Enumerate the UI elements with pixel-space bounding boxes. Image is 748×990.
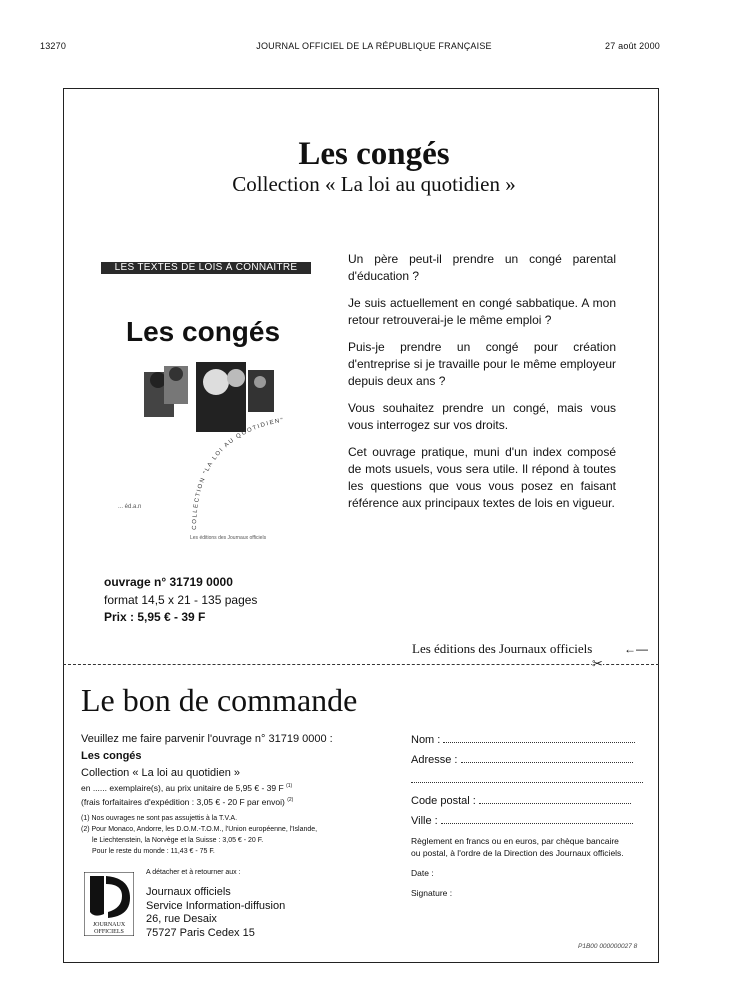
address-line: 75727 Paris Cedex 15 [146, 927, 255, 939]
field-adresse-2[interactable] [411, 773, 643, 786]
detach-instruction: A détacher et à retourner aux : [146, 869, 241, 876]
address-line: 26, rue Desaix [146, 913, 217, 925]
field-adresse[interactable]: Adresse : [411, 753, 633, 766]
question: Puis-je prendre un congé pour création d'entreprise si je travaille pour le même employeur depuis deux ans ? [348, 340, 616, 388]
field-nom[interactable]: Nom : [411, 733, 635, 746]
field-signature[interactable]: Signature : [411, 888, 453, 898]
questions-text [348, 251, 616, 522]
reference-code: P1B00 000000027 8 [578, 943, 638, 950]
svg-text:OFFICIELS: OFFICIELS [94, 929, 124, 935]
payment-note: Règlement en francs ou en euros, par chèque bancaire [411, 836, 619, 846]
field-date[interactable]: Date : [411, 868, 434, 878]
field-code-postal[interactable]: Code postal : [411, 794, 631, 807]
svg-text:JOURNAUX: JOURNAUX [92, 922, 126, 928]
order-title: Le bon de commande [81, 682, 358, 718]
publisher-line: Les éditions des Journaux officiels [412, 641, 593, 656]
ad-collection: Collection « La loi au quotidien » [232, 172, 516, 196]
order-shipping-line: (frais forfaitaires d'expédition : 3,05 € - 20 F par envoi) $^{(2)}$ [81, 797, 294, 807]
footnote-2: (2) Pour Monaco, Andorre, les D.O.M.-T.O.M., l'Union européenne, l'Islande, [81, 826, 318, 833]
question: Cet ouvrage pratique, muni d'un index composé de mots usuels, vous sera utile. Il répond à toutes les questions que vous vous posez en faisant référence aux principaux textes de lois en vigueur. [348, 445, 616, 510]
book-format: format 14,5 x 21 - 135 pages [104, 593, 258, 607]
footnote-2c: Pour le reste du monde : 11,43 € - 75 F. [92, 848, 215, 855]
cover-small-text: ... éd.a.n [118, 504, 142, 510]
ad-title: Les congés [298, 136, 450, 172]
cover-banner: LES TEXTES DE LOIS À CONNAÎTRE [101, 262, 311, 274]
order-quantity-line: en ...... exemplaire(s), au prix unitaire de 5,95 € - 39 F $^{(1)}$ [81, 783, 293, 793]
cover-title: Les congés [126, 316, 281, 347]
footnote-2b: le Liechtenstein, la Norvège et la Suisse : 3,05 € - 20 F. [92, 837, 264, 844]
footnote-1: (1) Nos ouvrages ne sont pas assujettis à la T.V.A. [81, 815, 238, 822]
order-book-title: Les congés [81, 750, 142, 762]
scissors-icon: ✂ [592, 656, 603, 671]
address-line: Service Information-diffusion [146, 900, 286, 912]
order-collection: Collection « La loi au quotidien » [81, 767, 241, 779]
address-line: Journaux officiels [146, 886, 231, 898]
field-ville[interactable]: Ville : [411, 814, 633, 827]
question: Vous souhaitez prendre un congé, mais vous vous interrogez sur vos droits. [348, 401, 616, 432]
arrow-left-icon: ←— [624, 642, 648, 656]
order-request: Veuillez me faire parvenir l'ouvrage n° 31719 0000 : [81, 733, 333, 745]
issue-date: 27 août 2000 [605, 41, 660, 51]
page-number: 13270 [40, 41, 67, 51]
cover-footer: Les éditions des Journaux officiels [190, 535, 267, 541]
book-price: Prix : 5,95 € - 39 F [104, 610, 206, 624]
question: Je suis actuellement en congé sabbatique. A mon retour retrouverai-je le même emploi ? [348, 296, 616, 327]
cut-line [63, 664, 659, 665]
cover-collection-arc [186, 400, 296, 530]
journal-title: JOURNAL OFFICIEL DE LA RÉPUBLIQUE FRANÇAISE [256, 41, 492, 51]
journaux-officiels-logo [84, 872, 134, 936]
cover-arc-text: COLLECTION "LA LOI AU QUOTIDIEN" [191, 417, 285, 530]
question: Un père peut-il prendre un congé parental d'éducation ? [348, 252, 616, 283]
book-cover [98, 250, 324, 550]
svg-text:COLLECTION "LA LOI AU QUOTIDIE [192, 418, 285, 530]
book-reference: ouvrage n° 31719 0000 [104, 575, 233, 589]
payment-note-2: ou postal, à l'ordre de la Direction des Journaux officiels. [411, 848, 624, 858]
